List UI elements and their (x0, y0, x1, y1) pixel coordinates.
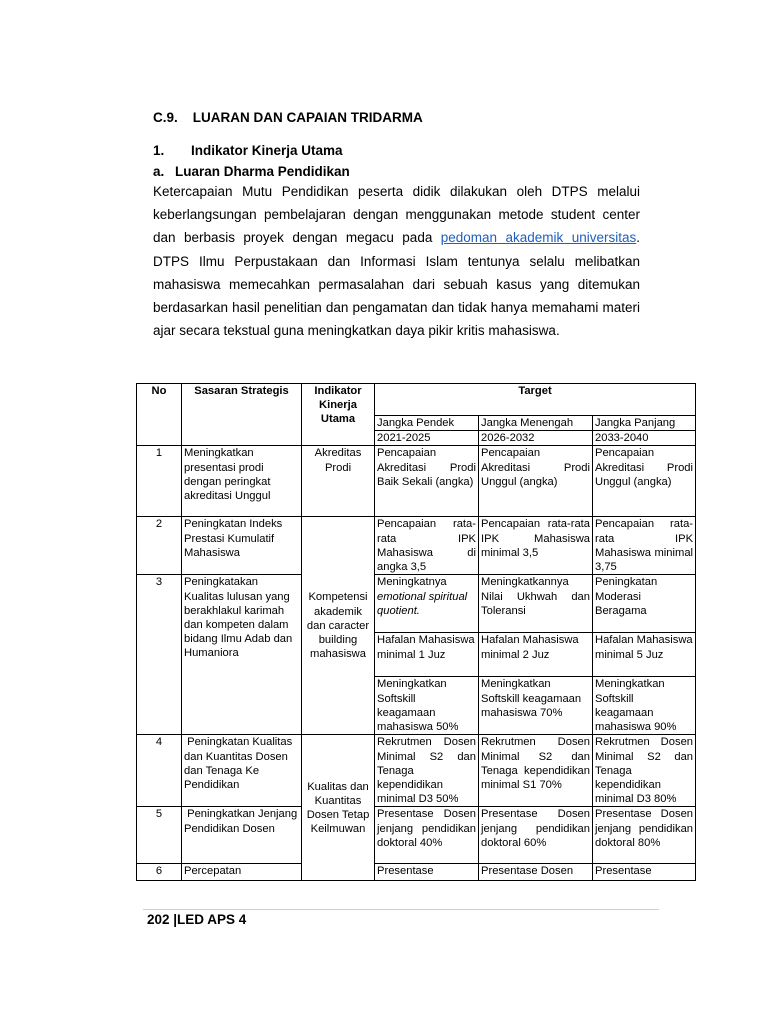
row-sasaran: Percepatan (182, 864, 302, 881)
row-indikator: Kompetensi akademik dan caracter building mahasiswa (302, 517, 375, 735)
subheading-number: 1. (153, 143, 165, 158)
header-jangka-menengah: Jangka Menengah (479, 416, 593, 431)
row-no: 3 (137, 575, 182, 735)
row-target-pendek: Pencapaian Akreditasi Prodi Baik Sekali (angka) (375, 446, 479, 517)
row-no: 6 (137, 864, 182, 881)
row-target-panjang: Pencapaian rata-rata IPK Mahasiswa minimal 3,75 (593, 517, 696, 575)
table-row (137, 517, 696, 575)
row-target-pendek (375, 575, 479, 633)
body-paragraph (153, 180, 640, 342)
row-target-panjang: Meningkatkan Softskill keagamaan mahasiswa 90% (593, 677, 696, 735)
table-row (137, 575, 696, 633)
row-target-pendek: Presentase (375, 864, 479, 881)
paragraph-text-1: Ketercapaian Mutu Pendidikan peserta didik dilakukan oleh DTPS melalui keberlangsungan pembelajaran dengan menggunakan metode student center dan berbasis proyek dengan megacu pada (153, 184, 640, 246)
row-target-panjang: Presentase Dosen jenjang pendidikan doktoral 80% (593, 807, 696, 864)
subheading-luaran-pendidikan (153, 164, 350, 179)
row-target-panjang: Rekrutmen Dosen Minimal S2 dan Tenaga kependidikan minimal D3 80% (593, 735, 696, 807)
subheading-label: Indikator Kinerja Utama (191, 143, 343, 158)
header-year-1: 2021-2025 (375, 431, 479, 446)
row-no: 4 (137, 735, 182, 807)
table-row (137, 446, 696, 517)
kpi-table (136, 383, 696, 881)
row-target-menengah: Presentase Dosen (479, 864, 593, 881)
row-target-pendek: Meningkatkan Softskill keagamaan mahasiswa 50% (375, 677, 479, 735)
row-target-menengah: Hafalan Mahasiswa minimal 2 Juz (479, 633, 593, 677)
header-year-2: 2026-2032 (479, 431, 593, 446)
row-sasaran: Meningkatkan presentasi prodi dengan peringkat akreditasi Unggul (182, 446, 302, 517)
row-sasaran: Peningkatkan Jenjang Pendidikan Dosen (182, 807, 302, 864)
row-target-menengah: Rekrutmen Dosen Minimal S2 dan Tenaga kependidikan minimal S1 70% (479, 735, 593, 807)
target-text: Meningkatnya (377, 576, 447, 589)
row-indikator: Akreditas Prodi (302, 446, 375, 517)
row-target-pendek: Presentase Dosen jenjang pendidikan doktoral 40% (375, 807, 479, 864)
row-target-menengah: Meningkatkan Softskill keagamaan mahasiswa 70% (479, 677, 593, 735)
row-sasaran: Peningkatan Kualitas dan Kuantitas Dosen dan Tenaga Ke Pendidikan (182, 735, 302, 807)
row-target-menengah: Pencapaian Akreditasi Prodi Unggul (angka) (479, 446, 593, 517)
row-target-panjang: Pencapaian Akreditasi Prodi Unggul (angka) (593, 446, 696, 517)
subheading-letter: a. (153, 164, 165, 179)
row-target-pendek: Pencapaian rata-rata IPK Mahasiswa di angka 3,5 (375, 517, 479, 575)
row-no: 5 (137, 807, 182, 864)
header-jangka-panjang: Jangka Panjang (593, 416, 696, 431)
row-target-pendek: Rekrutmen Dosen Minimal S2 dan Tenaga kependidikan minimal D3 50% (375, 735, 479, 807)
row-indikator: Kualitas dan Kuantitas Dosen Tetap Keilmuwan (302, 735, 375, 881)
footer-divider (143, 909, 659, 910)
header-year-3: 2033-2040 (593, 431, 696, 446)
paragraph-text-2: . DTPS Ilmu Perpustakaan dan Informasi Islam tentunya selalu melibatkan mahasiswa memecahkan permasalahan dari sebuah kasus yang ditemukan berdasarkan hasil penelitian dan pengamatan dan tidak hanya memahami materi ajar secara tekstual guna meningkatkan daya pikir kritis mahasiswa. (153, 230, 640, 339)
header-sasaran: Sasaran Strategis (182, 384, 302, 446)
row-sasaran: Peningkatan Indeks Prestasi Kumulatif Mahasiswa (182, 517, 302, 575)
subheading-indikator-kinerja (153, 143, 343, 158)
table-row (137, 864, 696, 881)
row-target-menengah: Meningkatkannya Nilai Ukhwah dan Toleransi (479, 575, 593, 633)
row-target-menengah: Presentase Dosen jenjang pendidikan doktoral 60% (479, 807, 593, 864)
row-target-menengah: Pencapaian rata-rata IPK Mahasiswa minimal 3,5 (479, 517, 593, 575)
header-no: No (137, 384, 182, 446)
header-target: Target (375, 384, 696, 416)
row-sasaran: Peningkatakan Kualitas lulusan yang berakhlakul karimah dan kompeten dalam bidang Ilmu Adab dan Humaniora (182, 575, 302, 735)
row-target-panjang: Peningkatan Moderasi Beragama (593, 575, 696, 633)
section-heading: C.9. LUARAN DAN CAPAIAN TRIDARMA (153, 110, 423, 125)
header-indikator: Indikator Kinerja Utama (302, 384, 375, 446)
row-no: 2 (137, 517, 182, 575)
row-target-pendek: Hafalan Mahasiswa minimal 1 Juz (375, 633, 479, 677)
table-row (137, 735, 696, 807)
target-italic-text: emotional spiritual quotient. (377, 590, 468, 617)
header-jangka-pendek: Jangka Pendek (375, 416, 479, 431)
row-target-panjang: Presentase (593, 864, 696, 881)
page-footer: 202 |LED APS 4 (147, 912, 247, 927)
row-target-panjang: Hafalan Mahasiswa minimal 5 Juz (593, 633, 696, 677)
pedoman-akademik-link[interactable]: pedoman akademik universitas (440, 230, 637, 246)
subheading-label: Luaran Dharma Pendidikan (175, 164, 350, 179)
table-row (137, 807, 696, 864)
row-no: 1 (137, 446, 182, 517)
